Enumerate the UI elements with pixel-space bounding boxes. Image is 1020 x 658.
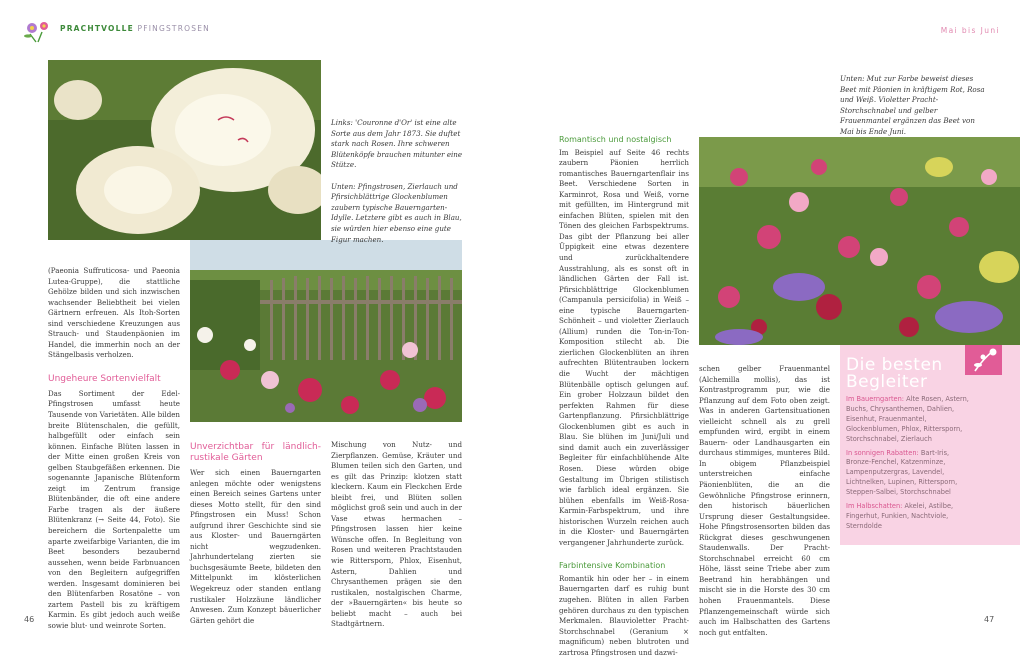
box-title-line1: Die besten — [846, 355, 943, 375]
running-header-right: Mai bis Juni — [940, 26, 1000, 35]
caption-links: Links: 'Couronne d'Or' ist eine alte Sorte aus dem Jahr 1873. Sie duftet stark nach Rosen. Ihre schweren Blütenköpfe brauchen mitunter eine Stütze. — [331, 118, 463, 170]
box-sunny-borders — [846, 449, 970, 499]
box-half-shade — [846, 502, 970, 532]
col3-body: Mischung von Nutz- und Zierpflanzen. Gemüse, Kräuter und Blumen teilen sich den Garten, und es gilt das Prinzip: klotzen statt kleckern. Kaum ein Fleckchen Erde bleibt frei, und Blüten sollen möglichst groß sein und auch in der Vase etwas hermachen – Pfingstrosen lassen hier keine Wünsche offen. In Begleitung von Rosen und weiteren Prachtstauden wie Rittersporn, Phlox, Eisenhut, Astern, Dahlien und Chrysanthemen prägen sie den rustikalen, nostalgischen Charme, der »Bauerngärten« bis heute so beliebt macht – auch bei Stadtgärtnern. — [331, 440, 462, 629]
box-farm-garden-label: Im Bauerngarten: — [846, 395, 905, 403]
col4-body-romantic: Im Beispiel auf Seite 46 rechts zaubern Päonien herrlich romantisches Bauerngartenflair ins Beet. Verschiedene Sorten in Karminrot, Rosa und Weiß, vorne mit gefüllten, im Hintergrund mit einfachen Blüten, spielen mit den Tönen des gleichen Farbspektrums. Das gibt der Pflanzung bei aller Üppigkeit eine etwas dezentere und zurückhaltendere Ausstrahlung, als es sonst oft in ländlichen Gärten der Fall ist. Pfirsichblättrige Glockenblumen (Campanula persicifolia) in Weiß – eine typische Bauerngarten-Schönheit – und violetter Zierlauch (Allium) runden die Ton-in-Ton-Komposition stilecht ab. Die zierlichen Glockenblüten an ihren aufrechten Blütentrauben lockern die Wucht der mächtigen Blütenbälle optisch gelungen auf. Ein grober Holzzaun bildet den perfekten Rahmen für diese Gartenpflanzung. Pfirsichblättrige Glockenblumen gibt es auch in Blau. Sie blühen im Juni/Juli und sind damit auch ein zuverlässiger Begleiter für einfachblühende Alte Rosen. Diese würden obige Gestaltung im Übrigen stilistisch wie farblich ideal ergänzen. Sie blühen ebenfalls im Weiß-Rosa-Karmin-Farbspektrum, und ihre historischen Wurzeln reichen auch in die Kloster- und Bauerngärten vergangener Jahrhunderte zurück. — [559, 147, 689, 547]
caption-unten-right: Unten: Mut zur Farbe beweist dieses Beet mit Päonien in kräftigem Rot, Rosa und Weiß. Violetter Pracht-Storchschnabel und gelber Frauenmantel ergänzen das Beet von Mai bis Ende Juni. — [840, 74, 985, 136]
box-farm-garden-text: Alte Rosen, Astern, Buchs, Chrysanthemen, Dahlien, Eisenhut, Frauenmantel, Glockenblumen, Phlox, Rittersporn, Storchschnabel, Zierlauch — [846, 395, 969, 443]
box-shade-text: Akelei, Astilbe, Fingerhut, Funkien, Nachtviole, Sterndolde — [846, 502, 954, 530]
box-sunny-label: In sonnigen Rabatten: — [846, 448, 919, 457]
box-sunny-text: Bart-Iris, Bronze-Fenchel, Katzenminze, Lampenputzergras, Lavendel, Lichtnelken, Lupinen, Rittersporn, Steppen-Salbei, Storchschnabel — [846, 448, 958, 497]
col1-heading: Ungeheure Sortenvielfalt — [48, 373, 161, 384]
section-title-strong: PRACHTVOLLE — [60, 24, 134, 33]
page-number-left: 46 — [24, 615, 35, 624]
companion-plants-box — [840, 345, 1020, 545]
col2-heading: Unverzichtbar für ländlich-rustikale Gärten — [190, 442, 321, 463]
col4-heading-romantic: Romantisch und nostalgisch — [559, 135, 672, 144]
photo-white-peonies — [48, 60, 321, 240]
box-title-line2: Begleiter — [846, 372, 928, 392]
col1-intro: (Paeonia Suffruticosa- und Paeonia Lutea-Gruppe), die stattliche Gehölze bilden und sich inzwischen wachsender Beliebtheit bei vielen Gärtnern erfreuen. Als Itoh-Sorten sind verschiedene Kreuzungen aus Strauch- und Staudenpäonien im Handel, die immerhin noch an der Stängelbasis verholzen. — [48, 266, 180, 360]
page-number-right: 47 — [984, 615, 995, 624]
col4-heading-colorful: Farbintensive Kombination — [559, 561, 666, 571]
photo-colorful-bed — [699, 137, 1020, 345]
box-content — [846, 395, 970, 536]
col4-body-colorful: Romantik hin oder her – in einem Bauerngarten darf es ruhig bunt zugehen. Blüten in allen Farben gehören durchaus zu den typischen Merkmalen. Blauvioletter Pracht-Storchschnabel (Geranium × magnificum) neben blutroten und zartrosa Pfingstrosen und dazwi- — [559, 573, 689, 657]
column-2 — [190, 442, 321, 626]
box-title — [846, 357, 943, 391]
running-header-left — [60, 24, 210, 33]
column-5 — [699, 364, 830, 638]
caption-unten: Unten: Pfingstrosen, Zierlauch und Pfirsichblättrige Glockenblumen zaubern typische Bauerngarten-Idylle. Letztere gibt es auch in Blau, sie würden hier ebenso eine gute Figur machen. — [331, 181, 462, 244]
caption-right-photo — [840, 74, 987, 148]
box-farm-garden — [846, 395, 970, 445]
col5-body: schen gelber Frauenmantel (Alchemilla mollis), das ist Kontrastprogramm pur, wie die Pflanzung auf dem Foto oben zeigt. Was in anderen Gartensituationen vielleicht schnell als zu grell empfunden wird, ergibt in einem Bauern- oder Landhausgarten ein durchaus stimmiges, munteres Bild. In obigem Pflanzbeispiel unterstreichen einfache Päonienblüten, die an die Gewöhnliche Pfingstrose erinnern, den historisch bäuerlichen Ursprung dieser Gestaltungsidee. Hohe Pfingstrosensorten bilden das Rückgrat dieses geschwungenen Staudenwalls. Der Pracht-Storchschnabel erreicht 60 cm Höhe, lässt seine Triebe aber zum Beetrand hin herabhängen und mischt sie in die Horste des 30 cm hohen Frauenmantels. Diese Pflanzengemeinschaft würde sich auch im Halbschatten des Gartens noch gut entfalten. — [699, 364, 830, 637]
col2-body: Wer sich einen Bauerngarten anlegen möchte oder wenigstens einen Bereich seines Gartens unter dieses Motto stellt, für den sind Pfingstrosen ein Muss! Schon aufgrund ihrer Geschichte sind sie aus Kloster- und Bauerngärten nicht wegzudenken. Jahrhundertelang zierten sie buchsgesäumte Beete, bildeten den Mittelpunkt im klösterlichen Wegekreuz oder standen entlang rustikaler Holzzäune ländlicher Anwesen. Zum Konzept bäuerlicher Gärten gehört die — [190, 468, 321, 625]
caption-left-photos — [331, 118, 463, 256]
column-4 — [559, 135, 689, 658]
col1-body: Das Sortiment der Edel-Pfingstrosen umfasst heute Tausende von Varietäten. Alle bilden breite Blütenschalen, die gefüllt, halbgefüllt oder einfach sein können. Einfache Blüten lassen in der Mitte einen großen Kreis von gelben Staubgefäßen erkennen. Die sogenannte Japanische Blütenform zeigt im Zentrum fransige Blütenbänder, die oft eine andere Farbe tragen als der äußere Blütenkranz (→ Seite 44, Foto). Sie bereichern die Sortenpalette um aparte zweifarbige Varianten, die im Beet besonders bezaubernd aussehen, wenn beide Farbnuancen von den Begleitern aufgegriffen werden. Insgesamt dominieren bei den Blütenfarben Rosatöne – von zartem Pastell bis zu kräftigem Karmin. Es gibt jedoch auch weiße sowie blut- und weinrote Sorten. — [48, 388, 180, 630]
column-1 — [48, 266, 180, 632]
flower-sprig-icon — [965, 345, 1002, 375]
flower-logo-icon — [22, 18, 56, 44]
section-title-light: PFINGSTROSEN — [137, 24, 210, 33]
column-3 — [331, 440, 462, 630]
photo-farm-garden-fence — [190, 240, 462, 422]
box-shade-label: Im Halbschatten: — [846, 502, 903, 511]
